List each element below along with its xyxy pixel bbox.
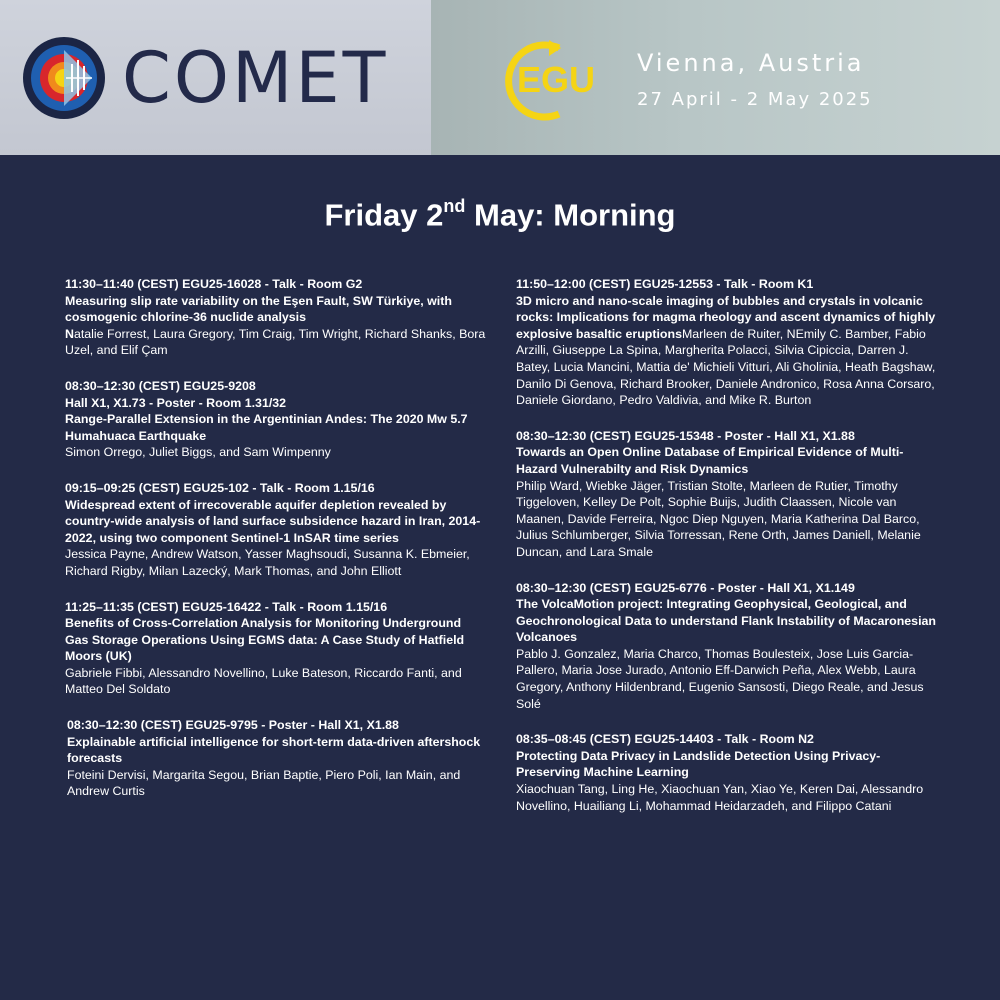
session-authors: Pablo J. Gonzalez, Maria Charco, Thomas Boulesteix, Jose Luis Garcia-Pallero, Maria Jose Jurado, Antonio Eff-Darwich Peña, Alex Webb, Laura Gregory, Anthony Hildenbrand, Eugenio Sansosti, Diego Reale, and Jesus Solé bbox=[516, 646, 924, 711]
session-header: 08:30–12:30 (CEST) EGU25-15348 - Poster - Hall X1, X1.88 bbox=[516, 428, 855, 443]
session-header: 09:15–09:25 (CEST) EGU25-102 - Talk - Room 1.15/16 bbox=[65, 480, 375, 495]
session-title: Range-Parallel Extension in the Argentinian Andes: The 2020 Mw 5.7 Humahuaca Earthquake bbox=[65, 412, 468, 443]
session-title: Widespread extent of irrecoverable aquifer depletion revealed by country-wide analysis of land surface subsidence hazard in Iran, 2014-2022, using two component Sentinel-1 InSAR time series bbox=[65, 497, 481, 545]
session-authors: Foteini Dervisi, Margarita Segou, Brian Baptie, Piero Poli, Ian Main, and Andrew Curtis bbox=[67, 767, 461, 799]
session-authors: atalie Forrest, Laura Gregory, Tim Craig, Tim Wright, Richard Shanks, Bora Uzel, and Elif Çam bbox=[65, 326, 486, 358]
session-authors: Marleen de Ruiter, NEmily C. Bamber, Fabio Arzilli, Giuseppe La Spina, Margherita Polacci, Silvia Cipiccia, Darren J. Batey, Lucia Mancini, Mattia de' Michieli Vitturi, Ali Gholinia, Heath Bagshaw, Danilo Di Genova, Richard Brooker, Daniele Andronico, Rosa Anna Corsaro, Daniele Giordano, Pedro Valdivia, and Mike R. Burton bbox=[516, 326, 936, 408]
egu-logo-text: EGU bbox=[517, 59, 596, 100]
session-title: Explainable artificial intelligence for short-term data-driven aftershock forecasts bbox=[67, 734, 481, 766]
comet-logo-icon bbox=[22, 36, 106, 120]
banner-right-panel bbox=[431, 0, 1000, 155]
comet-wordmark: COMET bbox=[122, 37, 389, 119]
venue-text: Vienna, Austria bbox=[637, 49, 865, 77]
session-header: 11:25–11:35 (CEST) EGU25-16422 - Talk - Room 1.15/16 bbox=[65, 599, 388, 614]
session-entry bbox=[65, 599, 487, 699]
title-suffix: May: Morning bbox=[465, 197, 676, 233]
session-entry bbox=[516, 580, 941, 713]
session-header: 11:30–11:40 (CEST) EGU25-16028 - Talk - Room G2 bbox=[65, 277, 363, 291]
session-authors: Philip Ward, Wiebke Jäger, Tristian Stolte, Marleen de Rutier, Timothy Tiggeloven, Kelley De Polt, Sophie Buijs, Judith Claassen, Nicole van Maanen, Davide Ferreira, Ngoc Diep Nguyen, Maria Katherina Dal Barco, Julius Schlumberger, Silvia Torressan, Rene Orth, James Daniell, Melanie Duncan, and Lara Smale bbox=[516, 478, 921, 559]
egu-logo-icon bbox=[497, 34, 613, 124]
session-entry bbox=[65, 480, 487, 580]
left-column bbox=[65, 276, 487, 819]
session-title: Towards an Open Online Database of Empirical Evidence of Multi-Hazard Vulnerabilty and Risk Dynamics bbox=[516, 445, 904, 476]
session-header: 08:30–12:30 (CEST) EGU25-9208 bbox=[65, 378, 256, 393]
session-title: 3D micro and nano-scale imaging of bubbles and crystals in volcanic rocks: Implications for magma rheology and ascent dynamics of highly explosive basaltic eruptions bbox=[516, 293, 936, 341]
session-authors-lead: N bbox=[65, 326, 74, 341]
session-title: The VolcaMotion project: Integrating Geophysical, Geological, and Geochronological Data to understand Flank Instability of Macaronesian Volcanoes bbox=[516, 597, 936, 645]
banner bbox=[0, 0, 1000, 155]
session-entry bbox=[516, 731, 941, 814]
banner-left-panel bbox=[0, 0, 431, 155]
dates-text: 27 April - 2 May 2025 bbox=[637, 89, 873, 110]
session-entry bbox=[65, 276, 487, 359]
session-header: 08:30–12:30 (CEST) EGU25-6776 - Poster - Hall X1, X1.149 bbox=[516, 580, 855, 595]
session-authors: Xiaochuan Tang, Ling He, Xiaochuan Yan, Xiao Ye, Keren Dai, Alessandro Novellino, Huailiang Li, Mohammad Heidarzadeh, and Filippo Catani bbox=[516, 782, 924, 813]
session-header-location: Hall X1, X1.73 - Poster - Room 1.31/32 bbox=[65, 395, 287, 410]
page-title bbox=[0, 186, 1000, 237]
session-authors: Gabriele Fibbi, Alessandro Novellino, Luke Bateson, Riccardo Fanti, and Matteo Del Soldato bbox=[65, 665, 462, 697]
right-column bbox=[516, 276, 941, 833]
session-entry bbox=[65, 378, 487, 461]
title-ordinal: nd bbox=[443, 196, 466, 216]
session-title: Measuring slip rate variability on the Eşen Fault, SW Türkiye, with cosmogenic chlorine-36 nuclide analysis bbox=[65, 293, 452, 325]
session-authors: Jessica Payne, Andrew Watson, Yasser Maghsoudi, Susanna K. Ebmeier, Richard Rigby, Milan Lazecký, Mark Thomas, and John Elliott bbox=[65, 547, 470, 578]
session-header: 08:30–12:30 (CEST) EGU25-9795 - Poster - Hall X1, X1.88 bbox=[67, 718, 399, 733]
session-title: Protecting Data Privacy in Landslide Detection Using Privacy-Preserving Machine Learning bbox=[516, 748, 881, 780]
session-entry bbox=[516, 428, 941, 561]
session-authors: Simon Orrego, Juliet Biggs, and Sam Wimpenny bbox=[65, 445, 331, 460]
title-prefix: Friday 2 bbox=[324, 197, 444, 233]
session-entry bbox=[65, 717, 487, 800]
session-header: 08:35–08:45 (CEST) EGU25-14403 - Talk - Room N2 bbox=[516, 732, 814, 747]
session-title: Benefits of Cross-Correlation Analysis for Monitoring Underground Gas Storage Operations Using EGMS data: A Case Study of Hatfield Moors (UK) bbox=[65, 616, 465, 664]
session-header: 11:50–12:00 (CEST) EGU25-12553 - Talk - Room K1 bbox=[516, 277, 814, 291]
session-entry bbox=[516, 276, 941, 409]
